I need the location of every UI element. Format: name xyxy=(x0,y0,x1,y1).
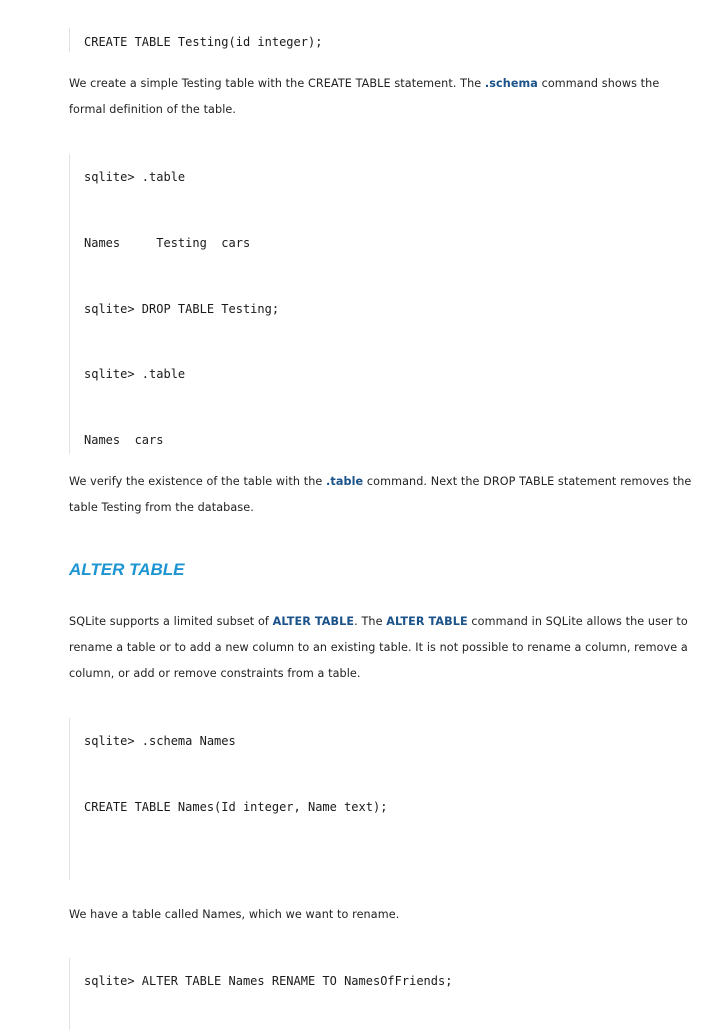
code-line: Names cars xyxy=(84,433,164,447)
code-line: CREATE TABLE Testing(id integer); xyxy=(84,35,323,49)
code-block-schema-names xyxy=(69,718,388,880)
code-block-alter-rename xyxy=(69,958,453,1030)
paragraph-alter-description: SQLite supports a limited subset of ALTER TABLE. The ALTER TABLE command in SQLite allows the user to rename a table or to add a new column to an existing table. It is not possible to rename a column, remove a column, or add or remove constraints from a table. xyxy=(69,615,688,680)
code-block-drop-table xyxy=(69,154,280,454)
code-line: sqlite> .table xyxy=(84,170,186,184)
code-line: sqlite> ALTER TABLE Names RENAME TO NamesOfFriends; xyxy=(84,974,453,988)
keyword-schema: .schema xyxy=(484,77,538,90)
code-line: sqlite> .schema Names xyxy=(84,734,236,748)
paragraph-create-description: We create a simple Testing table with the CREATE TABLE statement. The .schema command shows the formal definition of the table. xyxy=(69,77,660,116)
section-heading-alter-table: ALTER TABLE xyxy=(69,560,185,579)
paragraph-rename-intro: We have a table called Names, which we want to rename. xyxy=(69,908,400,921)
code-line: CREATE TABLE Names(Id integer, Name text); xyxy=(84,800,388,814)
code-line: sqlite> .table xyxy=(84,367,186,381)
keyword-alter-table: ALTER TABLE xyxy=(386,615,468,628)
code-block-create-testing xyxy=(69,28,323,52)
code-line: sqlite> DROP TABLE Testing; xyxy=(84,302,280,316)
keyword-alter-table: ALTER TABLE xyxy=(272,615,355,628)
code-line: Names Testing cars xyxy=(84,236,251,250)
paragraph-drop-description: We verify the existence of the table with the .table command. Next the DROP TABLE statement removes the table Testing from the database. xyxy=(69,475,692,514)
keyword-table: .table xyxy=(326,475,364,488)
